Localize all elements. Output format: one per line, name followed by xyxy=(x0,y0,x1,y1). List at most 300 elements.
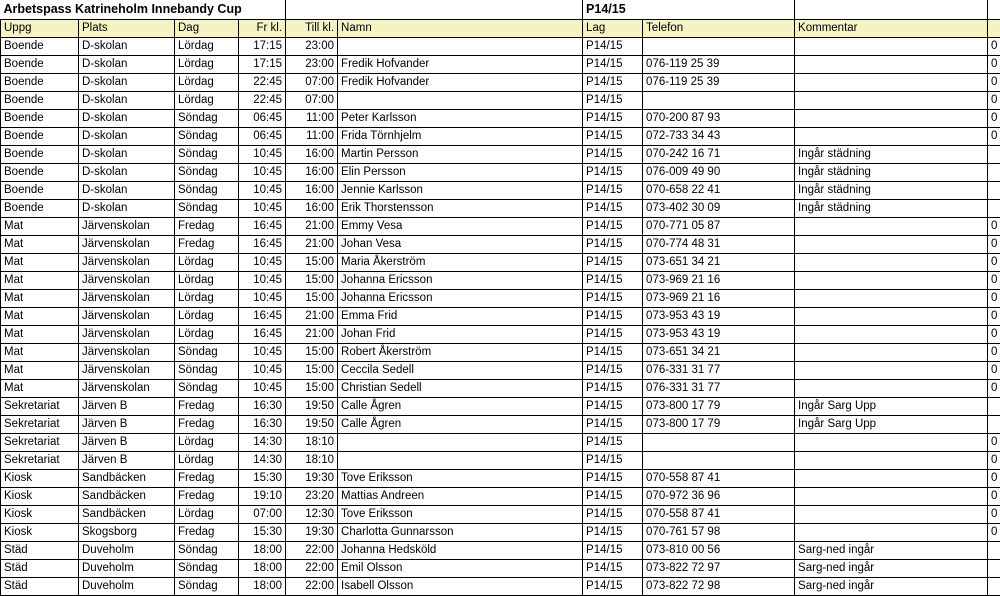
cell-namn: Tove Eriksson xyxy=(338,470,583,488)
cell-lag: P14/15 xyxy=(583,200,643,218)
cell-komm xyxy=(795,92,988,110)
cell-namn xyxy=(338,38,583,56)
cell-komm xyxy=(795,272,988,290)
cell-uppg: Kiosk xyxy=(1,488,79,506)
cell-till: 16:00 xyxy=(286,146,338,164)
cell-komm: Ingår städning xyxy=(795,164,988,182)
cell-uppg: Mat xyxy=(1,272,79,290)
cell-tel: 076-119 25 39 xyxy=(643,74,795,92)
cell-tel: 076-331 31 77 xyxy=(643,380,795,398)
cell-extra: 0 xyxy=(988,218,1000,236)
cell-komm xyxy=(795,236,988,254)
table-row xyxy=(1,200,1000,218)
cell-dag: Söndag xyxy=(175,110,239,128)
cell-tel: 070-771 05 87 xyxy=(643,218,795,236)
cell-extra: 0 xyxy=(988,38,1000,56)
cell-uppg: Boende xyxy=(1,146,79,164)
cell-tel: 070-658 22 41 xyxy=(643,182,795,200)
cell-uppg: Kiosk xyxy=(1,506,79,524)
cell-komm xyxy=(795,470,988,488)
cell-plats: Järvenskolan xyxy=(79,308,175,326)
cell-komm xyxy=(795,74,988,92)
cell-tel: 070-761 57 98 xyxy=(643,524,795,542)
cell-namn: Erik Thorstensson xyxy=(338,200,583,218)
table-row xyxy=(1,38,1000,56)
cell-till: 11:00 xyxy=(286,128,338,146)
cell-tel: 073-822 72 98 xyxy=(643,578,795,596)
cell-dag: Söndag xyxy=(175,128,239,146)
cell-extra: 0 xyxy=(988,290,1000,308)
cell-dag: Söndag xyxy=(175,578,239,596)
cell-fr: 10:45 xyxy=(239,146,286,164)
table-row xyxy=(1,542,1000,560)
cell-tel xyxy=(643,38,795,56)
cell-till: 21:00 xyxy=(286,236,338,254)
table-row xyxy=(1,578,1000,596)
cell-lag: P14/15 xyxy=(583,470,643,488)
cell-dag: Lördag xyxy=(175,308,239,326)
table-row xyxy=(1,434,1000,452)
table-row xyxy=(1,362,1000,380)
cell-extra: 0 xyxy=(988,452,1000,470)
cell-namn: Tove Eriksson xyxy=(338,506,583,524)
cell-fr: 10:45 xyxy=(239,254,286,272)
cell-namn: Martin Persson xyxy=(338,146,583,164)
cell-uppg: Städ xyxy=(1,542,79,560)
table-row xyxy=(1,398,1000,416)
cell-dag: Lördag xyxy=(175,92,239,110)
cell-dag: Fredag xyxy=(175,236,239,254)
cell-dag: Lördag xyxy=(175,506,239,524)
cell-plats: Järvenskolan xyxy=(79,272,175,290)
cell-uppg: Boende xyxy=(1,110,79,128)
cell-dag: Lördag xyxy=(175,434,239,452)
cell-uppg: Sekretariat xyxy=(1,452,79,470)
table-row xyxy=(1,164,1000,182)
cell-fr: 10:45 xyxy=(239,164,286,182)
cell-extra: 0 xyxy=(988,524,1000,542)
cell-lag: P14/15 xyxy=(583,416,643,434)
cell-plats: D-skolan xyxy=(79,56,175,74)
table-row xyxy=(1,254,1000,272)
table-row xyxy=(1,272,1000,290)
cell-plats: Järven B xyxy=(79,452,175,470)
cell-till: 16:00 xyxy=(286,164,338,182)
cell-dag: Söndag xyxy=(175,362,239,380)
cell-lag: P14/15 xyxy=(583,524,643,542)
cell-tel: 073-969 21 16 xyxy=(643,290,795,308)
cell-uppg: Boende xyxy=(1,74,79,92)
cell-tel: 076-009 49 90 xyxy=(643,164,795,182)
cell-plats: D-skolan xyxy=(79,92,175,110)
table-row xyxy=(1,218,1000,236)
cell-lag: P14/15 xyxy=(583,236,643,254)
cell-plats: D-skolan xyxy=(79,200,175,218)
cell-till: 19:30 xyxy=(286,524,338,542)
cell-plats: D-skolan xyxy=(79,164,175,182)
cell-till: 07:00 xyxy=(286,92,338,110)
table-row xyxy=(1,128,1000,146)
cell-till: 15:00 xyxy=(286,362,338,380)
table-row xyxy=(1,236,1000,254)
cell-fr: 16:30 xyxy=(239,416,286,434)
cell-uppg: Kiosk xyxy=(1,524,79,542)
cell-lag: P14/15 xyxy=(583,560,643,578)
cell-fr: 18:00 xyxy=(239,578,286,596)
column-header-komm: Kommentar xyxy=(795,20,988,38)
cell-uppg: Mat xyxy=(1,326,79,344)
cell-komm xyxy=(795,56,988,74)
cell-extra xyxy=(988,416,1000,434)
cell-namn: Johanna Ericsson xyxy=(338,272,583,290)
cell-dag: Söndag xyxy=(175,380,239,398)
cell-extra: 0 xyxy=(988,92,1000,110)
cell-plats: D-skolan xyxy=(79,128,175,146)
cell-extra: 0 xyxy=(988,128,1000,146)
table-row xyxy=(1,488,1000,506)
cell-dag: Lördag xyxy=(175,272,239,290)
cell-fr: 19:10 xyxy=(239,488,286,506)
cell-namn: Charlotta Gunnarsson xyxy=(338,524,583,542)
table-row xyxy=(1,326,1000,344)
table-row xyxy=(1,92,1000,110)
cell-tel: 070-774 48 31 xyxy=(643,236,795,254)
cell-extra xyxy=(988,578,1000,596)
cell-dag: Söndag xyxy=(175,182,239,200)
cell-till: 15:00 xyxy=(286,380,338,398)
cell-extra: 0 xyxy=(988,380,1000,398)
cell-fr: 16:45 xyxy=(239,308,286,326)
cell-lag: P14/15 xyxy=(583,398,643,416)
cell-komm xyxy=(795,488,988,506)
cell-till: 18:10 xyxy=(286,434,338,452)
cell-namn: Christian Sedell xyxy=(338,380,583,398)
cell-namn: Emmy Vesa xyxy=(338,218,583,236)
cell-namn: Johan Frid xyxy=(338,326,583,344)
cell-plats: Järven B xyxy=(79,398,175,416)
cell-till: 12:30 xyxy=(286,506,338,524)
cell-lag: P14/15 xyxy=(583,362,643,380)
cell-namn: Emil Olsson xyxy=(338,560,583,578)
column-header-row xyxy=(1,20,1000,38)
cell-lag: P14/15 xyxy=(583,380,643,398)
table-row xyxy=(1,146,1000,164)
cell-till: 11:00 xyxy=(286,110,338,128)
cell-plats: Järvenskolan xyxy=(79,218,175,236)
cell-uppg: Mat xyxy=(1,290,79,308)
cell-till: 15:00 xyxy=(286,344,338,362)
cell-till: 23:00 xyxy=(286,56,338,74)
cell-uppg: Boende xyxy=(1,56,79,74)
cell-dag: Lördag xyxy=(175,326,239,344)
cell-komm xyxy=(795,110,988,128)
cell-lag: P14/15 xyxy=(583,344,643,362)
cell-plats: D-skolan xyxy=(79,182,175,200)
cell-fr: 17:15 xyxy=(239,38,286,56)
cell-plats: Duveholm xyxy=(79,542,175,560)
cell-komm xyxy=(795,254,988,272)
table-row xyxy=(1,524,1000,542)
cell-plats: D-skolan xyxy=(79,110,175,128)
cell-till: 21:00 xyxy=(286,326,338,344)
cell-plats: Järvenskolan xyxy=(79,236,175,254)
cell-tel: 070-558 87 41 xyxy=(643,506,795,524)
cell-uppg: Sekretariat xyxy=(1,434,79,452)
cell-extra xyxy=(988,398,1000,416)
cell-plats: Järvenskolan xyxy=(79,326,175,344)
cell-komm: Sarg-ned ingår xyxy=(795,542,988,560)
cell-komm xyxy=(795,128,988,146)
cell-fr: 15:30 xyxy=(239,470,286,488)
cell-extra xyxy=(988,560,1000,578)
cell-till: 16:00 xyxy=(286,182,338,200)
table-row xyxy=(1,344,1000,362)
cell-tel: 076-331 31 77 xyxy=(643,362,795,380)
cell-namn: Maria Åkerström xyxy=(338,254,583,272)
cell-dag: Lördag xyxy=(175,56,239,74)
cell-extra: 0 xyxy=(988,74,1000,92)
cell-uppg: Sekretariat xyxy=(1,416,79,434)
cell-extra: 0 xyxy=(988,488,1000,506)
cell-fr: 14:30 xyxy=(239,452,286,470)
cell-extra: 0 xyxy=(988,506,1000,524)
cell-dag: Söndag xyxy=(175,542,239,560)
cell-komm: Ingår Sarg Upp xyxy=(795,398,988,416)
cell-namn: Calle Ågren xyxy=(338,416,583,434)
cell-dag: Fredag xyxy=(175,218,239,236)
cell-komm xyxy=(795,524,988,542)
cell-plats: Sandbäcken xyxy=(79,506,175,524)
cell-till: 18:10 xyxy=(286,452,338,470)
cell-fr: 06:45 xyxy=(239,128,286,146)
table-row xyxy=(1,110,1000,128)
cell-fr: 17:15 xyxy=(239,56,286,74)
cell-till: 22:00 xyxy=(286,578,338,596)
cell-lag: P14/15 xyxy=(583,290,643,308)
cell-lag: P14/15 xyxy=(583,56,643,74)
cell-dag: Lördag xyxy=(175,254,239,272)
cell-tel xyxy=(643,434,795,452)
cell-till: 19:50 xyxy=(286,398,338,416)
cell-namn: Isabell Olsson xyxy=(338,578,583,596)
cell-uppg: Boende xyxy=(1,164,79,182)
cell-tel: 070-558 87 41 xyxy=(643,470,795,488)
cell-lag: P14/15 xyxy=(583,578,643,596)
cell-uppg: Städ xyxy=(1,578,79,596)
cell-namn: Frida Törnhjelm xyxy=(338,128,583,146)
cell-fr: 15:30 xyxy=(239,524,286,542)
cell-namn: Peter Karlsson xyxy=(338,110,583,128)
cell-tel: 072-733 34 43 xyxy=(643,128,795,146)
cell-komm: Ingår städning xyxy=(795,200,988,218)
cell-komm xyxy=(795,434,988,452)
cell-plats: D-skolan xyxy=(79,74,175,92)
cell-extra: 0 xyxy=(988,344,1000,362)
cell-tel: 073-651 34 21 xyxy=(643,254,795,272)
cell-fr: 18:00 xyxy=(239,542,286,560)
cell-dag: Söndag xyxy=(175,344,239,362)
cell-dag: Söndag xyxy=(175,560,239,578)
cell-till: 15:00 xyxy=(286,290,338,308)
cell-till: 07:00 xyxy=(286,74,338,92)
cell-dag: Lördag xyxy=(175,452,239,470)
cell-uppg: Mat xyxy=(1,362,79,380)
cell-namn: Elin Persson xyxy=(338,164,583,182)
cell-dag: Lördag xyxy=(175,74,239,92)
cell-komm xyxy=(795,290,988,308)
cell-lag: P14/15 xyxy=(583,110,643,128)
cell-dag: Fredag xyxy=(175,416,239,434)
cell-till: 23:20 xyxy=(286,488,338,506)
cell-komm xyxy=(795,308,988,326)
title-spacer-a xyxy=(286,0,583,20)
cell-lag: P14/15 xyxy=(583,272,643,290)
cell-tel: 073-800 17 79 xyxy=(643,416,795,434)
cell-namn: Robert Åkerström xyxy=(338,344,583,362)
cell-lag: P14/15 xyxy=(583,164,643,182)
cell-komm xyxy=(795,506,988,524)
cell-komm xyxy=(795,380,988,398)
cell-lag: P14/15 xyxy=(583,218,643,236)
cell-komm: Ingår Sarg Upp xyxy=(795,416,988,434)
cell-komm xyxy=(795,38,988,56)
cell-plats: Skogsborg xyxy=(79,524,175,542)
cell-till: 16:00 xyxy=(286,200,338,218)
cell-tel: 073-953 43 19 xyxy=(643,308,795,326)
cell-lag: P14/15 xyxy=(583,434,643,452)
cell-dag: Fredag xyxy=(175,488,239,506)
cell-fr: 16:30 xyxy=(239,398,286,416)
cell-komm: Ingår städning xyxy=(795,146,988,164)
cell-extra: 0 xyxy=(988,110,1000,128)
cell-extra: 0 xyxy=(988,308,1000,326)
cell-extra xyxy=(988,146,1000,164)
table-row xyxy=(1,308,1000,326)
cell-extra: 0 xyxy=(988,470,1000,488)
cell-fr: 07:00 xyxy=(239,506,286,524)
cell-plats: D-skolan xyxy=(79,146,175,164)
title-spacer-b xyxy=(795,0,988,20)
cell-lag: P14/15 xyxy=(583,326,643,344)
cell-fr: 10:45 xyxy=(239,200,286,218)
cell-tel: 073-822 72 97 xyxy=(643,560,795,578)
cell-uppg: Boende xyxy=(1,200,79,218)
cell-tel: 070-242 16 71 xyxy=(643,146,795,164)
cell-dag: Söndag xyxy=(175,164,239,182)
cell-namn xyxy=(338,434,583,452)
cell-till: 21:00 xyxy=(286,308,338,326)
cell-plats: Järvenskolan xyxy=(79,290,175,308)
cell-namn: Jennie Karlsson xyxy=(338,182,583,200)
cell-namn xyxy=(338,92,583,110)
column-header-till: Till kl. xyxy=(286,20,338,38)
table-row xyxy=(1,506,1000,524)
cell-extra: 0 xyxy=(988,434,1000,452)
cell-plats: Sandbäcken xyxy=(79,470,175,488)
cell-fr: 10:45 xyxy=(239,290,286,308)
cell-till: 19:50 xyxy=(286,416,338,434)
cell-till: 15:00 xyxy=(286,254,338,272)
cell-komm xyxy=(795,326,988,344)
cell-tel: 076-119 25 39 xyxy=(643,56,795,74)
cell-lag: P14/15 xyxy=(583,452,643,470)
cell-plats: Järvenskolan xyxy=(79,254,175,272)
cell-uppg: Boende xyxy=(1,182,79,200)
table-row xyxy=(1,56,1000,74)
cell-uppg: Mat xyxy=(1,218,79,236)
cell-plats: Sandbäcken xyxy=(79,488,175,506)
cell-plats: Duveholm xyxy=(79,578,175,596)
cell-extra: 0 xyxy=(988,254,1000,272)
table-row xyxy=(1,182,1000,200)
cell-tel: 070-972 36 96 xyxy=(643,488,795,506)
cell-komm: Sarg-ned ingår xyxy=(795,560,988,578)
table-row xyxy=(1,380,1000,398)
cell-lag: P14/15 xyxy=(583,182,643,200)
cell-extra xyxy=(988,542,1000,560)
table-row xyxy=(1,452,1000,470)
cell-tel xyxy=(643,452,795,470)
cell-plats: Järven B xyxy=(79,416,175,434)
cell-namn: Fredik Hofvander xyxy=(338,74,583,92)
cell-plats: Järvenskolan xyxy=(79,362,175,380)
cell-extra: 0 xyxy=(988,272,1000,290)
column-header-dag: Dag xyxy=(175,20,239,38)
cell-uppg: Sekretariat xyxy=(1,398,79,416)
cell-fr: 16:45 xyxy=(239,236,286,254)
cell-tel: 073-953 43 19 xyxy=(643,326,795,344)
document-title: Arbetspass Katrineholm Innebandy Cup xyxy=(1,0,286,20)
cell-plats: Järvenskolan xyxy=(79,344,175,362)
table-row xyxy=(1,74,1000,92)
cell-till: 22:00 xyxy=(286,542,338,560)
cell-lag: P14/15 xyxy=(583,488,643,506)
column-header-lag: Lag xyxy=(583,20,643,38)
column-header-extra xyxy=(988,20,1000,38)
cell-fr: 10:45 xyxy=(239,272,286,290)
cell-fr: 22:45 xyxy=(239,74,286,92)
cell-tel xyxy=(643,92,795,110)
cell-till: 19:30 xyxy=(286,470,338,488)
cell-namn: Emma Frid xyxy=(338,308,583,326)
cell-extra xyxy=(988,164,1000,182)
cell-komm xyxy=(795,218,988,236)
cell-extra xyxy=(988,182,1000,200)
cell-lag: P14/15 xyxy=(583,542,643,560)
cell-fr: 10:45 xyxy=(239,380,286,398)
cell-uppg: Städ xyxy=(1,560,79,578)
title-team: P14/15 xyxy=(583,0,795,20)
cell-dag: Lördag xyxy=(175,290,239,308)
cell-extra: 0 xyxy=(988,326,1000,344)
table-row xyxy=(1,290,1000,308)
cell-lag: P14/15 xyxy=(583,254,643,272)
cell-komm: Ingår städning xyxy=(795,182,988,200)
cell-uppg: Boende xyxy=(1,128,79,146)
cell-lag: P14/15 xyxy=(583,308,643,326)
cell-uppg: Boende xyxy=(1,38,79,56)
column-header-namn: Namn xyxy=(338,20,583,38)
cell-lag: P14/15 xyxy=(583,92,643,110)
cell-namn xyxy=(338,452,583,470)
cell-uppg: Mat xyxy=(1,380,79,398)
cell-fr: 06:45 xyxy=(239,110,286,128)
column-header-fr: Fr kl. xyxy=(239,20,286,38)
cell-plats: Järven B xyxy=(79,434,175,452)
cell-fr: 10:45 xyxy=(239,362,286,380)
cell-lag: P14/15 xyxy=(583,74,643,92)
cell-plats: Järvenskolan xyxy=(79,380,175,398)
